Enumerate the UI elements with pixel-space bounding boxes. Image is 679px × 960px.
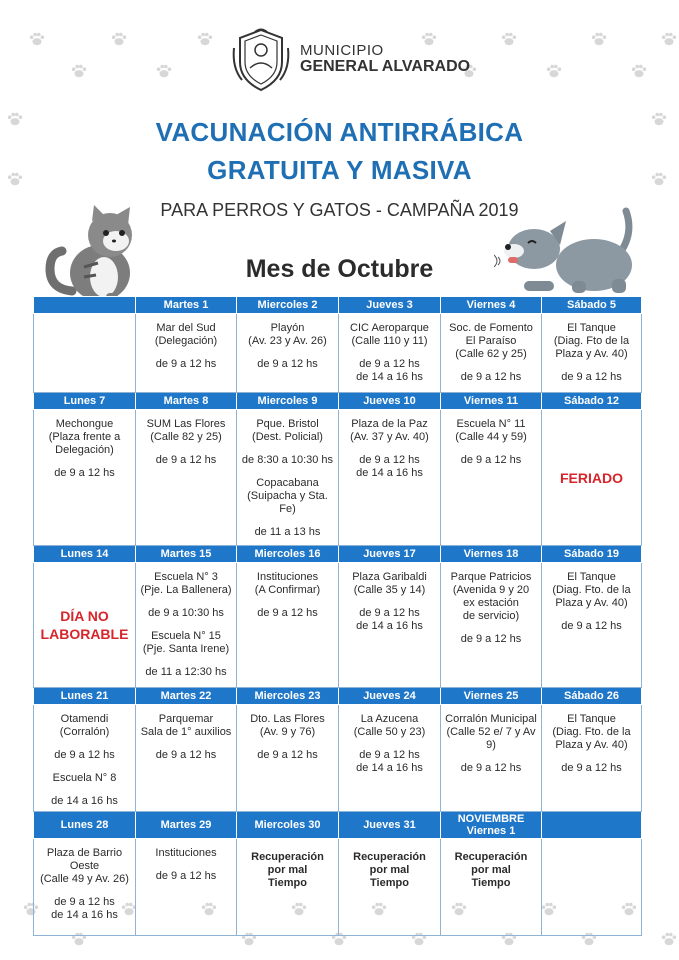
vaccination-location bbox=[341, 713, 438, 739]
vaccination-hours bbox=[239, 358, 336, 371]
vaccination-location-line: Otamendi bbox=[60, 713, 109, 725]
vaccination-location bbox=[138, 847, 234, 860]
vaccination-hours-line: de 9 a 12 hs bbox=[460, 633, 522, 645]
vaccination-location-secondary-line: Escuela N° 15 bbox=[151, 630, 221, 642]
rain-makeup-notice-line: por mal bbox=[267, 864, 308, 876]
holiday-notice-line: FERIADO bbox=[560, 469, 623, 486]
vaccination-hours bbox=[544, 620, 639, 633]
calendar-day-header: Lunes 21 bbox=[34, 688, 136, 705]
rain-makeup-notice-line: por mal bbox=[369, 864, 410, 876]
calendar-day-header: Viernes 25 bbox=[441, 688, 542, 705]
calendar-day-header: Martes 29 bbox=[136, 812, 237, 839]
vaccination-location-line: Plaza y Av. 40) bbox=[555, 597, 628, 609]
calendar-day-cell bbox=[441, 314, 542, 393]
day-header-label: Viernes 1 bbox=[466, 825, 516, 837]
vaccination-location-line: Plaza y Av. 40) bbox=[555, 739, 628, 751]
calendar-day-header: Martes 22 bbox=[136, 688, 237, 705]
vaccination-location bbox=[138, 322, 234, 348]
vaccination-location bbox=[544, 571, 639, 610]
calendar-day-cell bbox=[237, 839, 339, 936]
paw-print-icon bbox=[660, 930, 678, 948]
vaccination-location-line: (Plaza frente a bbox=[48, 431, 121, 443]
vaccination-hours-secondary-line: de 11 a 12:30 hs bbox=[145, 666, 227, 678]
vaccination-hours-line: de 9 a 12 hs bbox=[155, 870, 217, 882]
vaccination-location-line: Mar del Sud bbox=[156, 322, 216, 334]
calendar-day-header: Viernes 11 bbox=[441, 393, 542, 410]
vaccination-location-line: Parquemar bbox=[158, 713, 214, 725]
calendar-day-cell bbox=[34, 314, 136, 393]
vaccination-location bbox=[544, 713, 639, 752]
calendar-day-header-row bbox=[34, 297, 642, 314]
vaccination-location-line: (Calle 50 y 23) bbox=[353, 726, 426, 738]
vaccination-hours-line: de 9 a 12 hs bbox=[257, 358, 318, 370]
vaccination-hours bbox=[341, 607, 438, 633]
vaccination-location bbox=[138, 418, 234, 444]
calendar-day-header: Viernes 18 bbox=[441, 546, 542, 563]
vaccination-hours-secondary-line: de 14 a 16 hs bbox=[51, 795, 118, 807]
vaccination-location-line: Corralón Municipal bbox=[445, 713, 537, 725]
vaccination-location bbox=[239, 713, 336, 739]
vaccination-hours-line: de 9 a 12 hs bbox=[155, 454, 217, 466]
rain-makeup-notice-line: Recuperación bbox=[454, 851, 528, 863]
vaccination-location bbox=[544, 322, 639, 361]
vaccination-hours-line: de 9 a 10:30 hs bbox=[148, 607, 224, 619]
municipality-label: MUNICIPIO bbox=[300, 42, 384, 59]
rain-makeup-notice-line: Tiempo bbox=[471, 877, 511, 889]
calendar-day-header: Sábado 19 bbox=[542, 546, 642, 563]
holiday-notice-line: LABORABLE bbox=[40, 626, 129, 642]
vaccination-hours-line: de 9 a 12 hs bbox=[460, 371, 522, 383]
calendar-day-cell bbox=[542, 705, 642, 812]
vaccination-location-line: (A Confirmar) bbox=[254, 584, 321, 596]
municipality-header bbox=[0, 22, 679, 92]
vaccination-location-line: (Calle 82 y 25) bbox=[150, 431, 222, 443]
calendar-day-cell bbox=[441, 839, 542, 936]
vaccination-hours-line: de 14 a 16 hs bbox=[51, 909, 118, 921]
calendar-day-header bbox=[441, 812, 542, 839]
rain-makeup-notice-line: Recuperación bbox=[353, 851, 426, 863]
calendar-day-header: Martes 1 bbox=[136, 297, 237, 314]
vaccination-location-line: El Paraíso bbox=[465, 335, 517, 347]
vaccination-location-line: de servicio) bbox=[462, 610, 520, 622]
vaccination-location-line: (Calle 44 y 59) bbox=[455, 431, 527, 443]
vaccination-location-secondary-line: Escuela N° 8 bbox=[52, 772, 117, 784]
vaccination-hours-secondary bbox=[36, 795, 133, 808]
rain-makeup-notice bbox=[341, 851, 438, 890]
calendar-day-cell bbox=[339, 410, 441, 546]
vaccination-hours-line: de 9 a 12 hs bbox=[460, 454, 522, 466]
vaccination-location-line: El Tanque bbox=[567, 322, 616, 334]
vaccination-hours bbox=[443, 371, 539, 384]
vaccination-location-line: Instituciones bbox=[155, 847, 217, 859]
vaccination-hours-line: de 8:30 a 10:30 hs bbox=[241, 454, 334, 466]
vaccination-location-line: Dto. Las Flores bbox=[250, 713, 325, 725]
calendar-day-cell bbox=[542, 314, 642, 393]
vaccination-hours-line: de 9 a 12 hs bbox=[359, 607, 420, 619]
vaccination-hours bbox=[138, 749, 234, 762]
vaccination-location bbox=[36, 847, 133, 886]
vaccination-location bbox=[341, 322, 438, 348]
vaccination-location bbox=[36, 418, 133, 457]
holiday-notice-line: DÍA NO bbox=[60, 608, 109, 624]
vaccination-location-line: (Dest. Policial) bbox=[252, 431, 323, 443]
calendar-day-header: Viernes 4 bbox=[441, 297, 542, 314]
calendar-day-header-row bbox=[34, 688, 642, 705]
vaccination-location-line: SUM Las Flores bbox=[146, 418, 226, 430]
vaccination-hours-line: de 9 a 12 hs bbox=[359, 358, 420, 370]
rain-makeup-notice-line: Tiempo bbox=[268, 877, 307, 889]
calendar-day-cell bbox=[136, 410, 237, 546]
vaccination-location-line: (Diag. Fto. de la bbox=[552, 726, 631, 738]
vaccination-location-line: Delegación) bbox=[55, 444, 114, 456]
calendar-day-header: Miercoles 2 bbox=[237, 297, 339, 314]
calendar-day-cell bbox=[441, 705, 542, 812]
vaccination-location bbox=[443, 418, 539, 444]
rain-makeup-notice-line: Recuperación bbox=[251, 851, 324, 863]
vaccination-location-line: Parque Patricios bbox=[450, 571, 532, 583]
vaccination-location bbox=[36, 713, 133, 739]
vaccination-location bbox=[138, 571, 234, 597]
vaccination-location bbox=[443, 322, 539, 361]
vaccination-location bbox=[138, 713, 234, 739]
vaccination-hours bbox=[341, 749, 438, 775]
calendar-day-cell bbox=[237, 563, 339, 688]
calendar-day-header: Lunes 7 bbox=[34, 393, 136, 410]
vaccination-hours-line: de 9 a 12 hs bbox=[155, 749, 217, 761]
vaccination-location-line: Escuela N° 3 bbox=[154, 571, 218, 583]
vaccination-hours bbox=[239, 749, 336, 762]
calendar-day-header: Miercoles 16 bbox=[237, 546, 339, 563]
vaccination-location-line: (Calle 62 y 25) bbox=[455, 348, 527, 360]
month-title: Mes de Octubre bbox=[245, 255, 434, 283]
vaccination-hours bbox=[36, 749, 133, 762]
vaccination-hours bbox=[239, 454, 336, 467]
vaccination-hours-line: de 9 a 12 hs bbox=[561, 620, 622, 632]
calendar-day-cell bbox=[34, 705, 136, 812]
calendar-day-cell bbox=[339, 705, 441, 812]
calendar-day-header: Jueves 10 bbox=[339, 393, 441, 410]
vaccination-location-line: (Pje. La Ballenera) bbox=[140, 584, 232, 596]
calendar-day-header: Sábado 12 bbox=[542, 393, 642, 410]
vaccination-hours bbox=[443, 454, 539, 467]
rain-makeup-notice-line: por mal bbox=[471, 864, 511, 876]
calendar-day-header: Miercoles 30 bbox=[237, 812, 339, 839]
vaccination-location-line: Instituciones bbox=[256, 571, 319, 583]
calendar-day-header: Jueves 17 bbox=[339, 546, 441, 563]
vaccination-location-line: CIC Aeroparque bbox=[350, 322, 429, 334]
vaccination-hours bbox=[138, 870, 234, 883]
vaccination-location-line: (Av. 37 y Av. 40) bbox=[350, 431, 429, 443]
vaccination-location-line: (Diag. Fto de la bbox=[553, 335, 630, 347]
calendar-day-cell bbox=[542, 839, 642, 936]
holiday-notice bbox=[36, 607, 133, 643]
vaccination-hours-line: de 14 a 16 hs bbox=[356, 620, 423, 632]
vaccination-location-line: (Calle 35 y 14) bbox=[353, 584, 426, 596]
calendar-day-content-row bbox=[34, 563, 642, 688]
vaccination-location-line: Plaza de Barrio bbox=[46, 847, 123, 859]
rain-makeup-notice bbox=[443, 851, 539, 890]
day-header-month: NOVIEMBRE bbox=[457, 813, 525, 825]
calendar-day-cell bbox=[237, 705, 339, 812]
calendar-day-cell bbox=[237, 314, 339, 393]
vaccination-location-line: Plaza y Av. 40) bbox=[555, 348, 628, 360]
vaccination-location bbox=[341, 418, 438, 444]
vaccination-hours-line: de 14 a 16 hs bbox=[356, 371, 423, 383]
vaccination-location-line: ex estación bbox=[463, 597, 519, 609]
calendar-day-cell bbox=[34, 839, 136, 936]
vaccination-location-line: (Avenida 9 y 20 bbox=[452, 584, 530, 596]
calendar-day-header-row bbox=[34, 546, 642, 563]
calendar-day-header: Sábado 5 bbox=[542, 297, 642, 314]
vaccination-hours-secondary-line: de 11 a 13 hs bbox=[254, 526, 321, 538]
vaccination-location-line: (Delegación) bbox=[154, 335, 218, 347]
vaccination-location-line: Soc. de Fomento bbox=[449, 322, 533, 334]
dog-illustration bbox=[494, 203, 644, 299]
vaccination-location bbox=[341, 571, 438, 597]
vaccination-location-line: El Tanque bbox=[567, 571, 616, 583]
calendar-day-cell bbox=[339, 314, 441, 393]
calendar-day-content-row bbox=[34, 705, 642, 812]
calendar-day-cell bbox=[136, 705, 237, 812]
calendar-day-header-row bbox=[34, 393, 642, 410]
vaccination-hours bbox=[341, 358, 438, 384]
vaccination-location-line: Playón bbox=[270, 322, 305, 334]
vaccination-hours-secondary bbox=[138, 666, 234, 679]
calendar-day-cell bbox=[34, 563, 136, 688]
vaccination-hours bbox=[138, 454, 234, 467]
calendar-day-cell bbox=[136, 314, 237, 393]
vaccination-location-line: (Av. 9 y 76) bbox=[259, 726, 316, 738]
vaccination-location-line: (Diag. Fto. de la bbox=[552, 584, 631, 596]
vaccination-location-line: Plaza Garibaldi bbox=[352, 571, 427, 583]
main-title-line-2: GRATUITA Y MASIVA bbox=[207, 155, 472, 185]
calendar-day-cell bbox=[136, 563, 237, 688]
vaccination-hours-line: de 9 a 12 hs bbox=[54, 896, 115, 908]
calendar-day-header: Martes 8 bbox=[136, 393, 237, 410]
vaccination-hours-line: de 9 a 12 hs bbox=[54, 467, 115, 479]
municipality-name: GENERAL ALVARADO bbox=[300, 58, 471, 75]
calendar-day-header: Miercoles 9 bbox=[237, 393, 339, 410]
calendar-day-header: Sábado 26 bbox=[542, 688, 642, 705]
vaccination-hours-line: de 9 a 12 hs bbox=[359, 454, 420, 466]
vaccination-hours-line: de 14 a 16 hs bbox=[356, 467, 423, 479]
calendar-day-header: Jueves 24 bbox=[339, 688, 441, 705]
calendar-day-header: Lunes 28 bbox=[34, 812, 136, 839]
calendar-day-header bbox=[542, 812, 642, 839]
rain-makeup-notice bbox=[239, 851, 336, 890]
rain-makeup-notice-line: Tiempo bbox=[370, 877, 409, 889]
calendar-day-cell bbox=[441, 410, 542, 546]
vaccination-location-secondary-line: (Pje. Santa Irene) bbox=[142, 643, 230, 655]
vaccination-hours-line: de 9 a 12 hs bbox=[359, 749, 420, 761]
vaccination-location-line: Plaza de la Paz bbox=[351, 418, 428, 430]
vaccination-hours-line: de 9 a 12 hs bbox=[460, 762, 522, 774]
vaccination-location-secondary bbox=[138, 630, 234, 656]
main-title-line-1: VACUNACIÓN ANTIRRÁBICA bbox=[155, 117, 524, 147]
calendar-day-cell bbox=[34, 410, 136, 546]
vaccination-location-line: (Calle 49 y Av. 26) bbox=[40, 873, 129, 885]
vaccination-location bbox=[239, 418, 336, 444]
calendar-day-header-row bbox=[34, 812, 642, 839]
calendar-day-header: Jueves 31 bbox=[339, 812, 441, 839]
vaccination-hours-secondary bbox=[239, 526, 336, 539]
vaccination-hours bbox=[138, 358, 234, 371]
vaccination-hours-line: de 9 a 12 hs bbox=[561, 371, 622, 383]
calendar-day-header bbox=[34, 297, 136, 314]
vaccination-hours bbox=[544, 762, 639, 775]
municipality-seal-icon bbox=[230, 28, 292, 92]
vaccination-hours bbox=[36, 467, 133, 480]
calendar-day-header: Lunes 14 bbox=[34, 546, 136, 563]
vaccination-hours-line: de 9 a 12 hs bbox=[155, 358, 217, 370]
vaccination-location-line: La Azucena bbox=[360, 713, 419, 725]
vaccination-location bbox=[443, 713, 539, 752]
vaccination-location-secondary bbox=[36, 772, 133, 785]
vaccination-hours-line: de 9 a 12 hs bbox=[257, 749, 318, 761]
calendar-day-content-row bbox=[34, 410, 642, 546]
calendar-day-cell bbox=[136, 839, 237, 936]
vaccination-location-line: Pque. Bristol bbox=[256, 418, 319, 430]
vaccination-location-line: (Corralón) bbox=[59, 726, 110, 738]
campaign-subtitle: PARA PERROS Y GATOS - CAMPAÑA 2019 bbox=[160, 200, 519, 220]
vaccination-calendar bbox=[33, 296, 642, 936]
vaccination-location bbox=[443, 571, 539, 623]
vaccination-hours-line: de 14 a 16 hs bbox=[356, 762, 423, 774]
vaccination-location-line: El Tanque bbox=[567, 713, 616, 725]
calendar-day-header: Martes 15 bbox=[136, 546, 237, 563]
calendar-day-content-row bbox=[34, 314, 642, 393]
vaccination-hours-line: de 9 a 12 hs bbox=[54, 749, 115, 761]
vaccination-location-line: (Av. 23 y Av. 26) bbox=[248, 335, 327, 347]
vaccination-location bbox=[239, 322, 336, 348]
vaccination-hours bbox=[341, 454, 438, 480]
cat-illustration bbox=[44, 203, 140, 305]
vaccination-hours-line: de 9 a 12 hs bbox=[561, 762, 622, 774]
vaccination-location bbox=[239, 571, 336, 597]
holiday-notice bbox=[544, 469, 639, 487]
vaccination-location-secondary bbox=[239, 477, 336, 516]
vaccination-hours-line: de 9 a 12 hs bbox=[257, 607, 318, 619]
vaccination-location-line: Oeste bbox=[69, 860, 100, 872]
vaccination-location-line: (Calle 52 e/ 7 y Av 9) bbox=[446, 726, 536, 751]
vaccination-location-secondary-line: (Suipacha y Sta. Fe) bbox=[247, 490, 328, 515]
vaccination-hours bbox=[443, 633, 539, 646]
vaccination-location-line: Sala de 1° auxilios bbox=[140, 726, 232, 738]
calendar-day-cell bbox=[339, 563, 441, 688]
calendar-day-cell bbox=[542, 410, 642, 546]
vaccination-hours bbox=[36, 896, 133, 922]
calendar-day-cell bbox=[542, 563, 642, 688]
calendar-day-header: Jueves 3 bbox=[339, 297, 441, 314]
vaccination-hours bbox=[138, 607, 234, 620]
calendar-day-cell bbox=[339, 839, 441, 936]
vaccination-location-secondary-line: Copacabana bbox=[256, 477, 319, 489]
vaccination-location-line: (Calle 110 y 11) bbox=[351, 335, 428, 347]
calendar-day-header: Miercoles 23 bbox=[237, 688, 339, 705]
calendar-day-cell bbox=[441, 563, 542, 688]
vaccination-hours bbox=[239, 607, 336, 620]
calendar-day-content-row bbox=[34, 839, 642, 936]
vaccination-hours bbox=[544, 371, 639, 384]
vaccination-location-line: Mechongue bbox=[55, 418, 114, 430]
vaccination-location-line: Escuela N° 11 bbox=[456, 418, 526, 430]
calendar-day-cell bbox=[237, 410, 339, 546]
vaccination-hours bbox=[443, 762, 539, 775]
